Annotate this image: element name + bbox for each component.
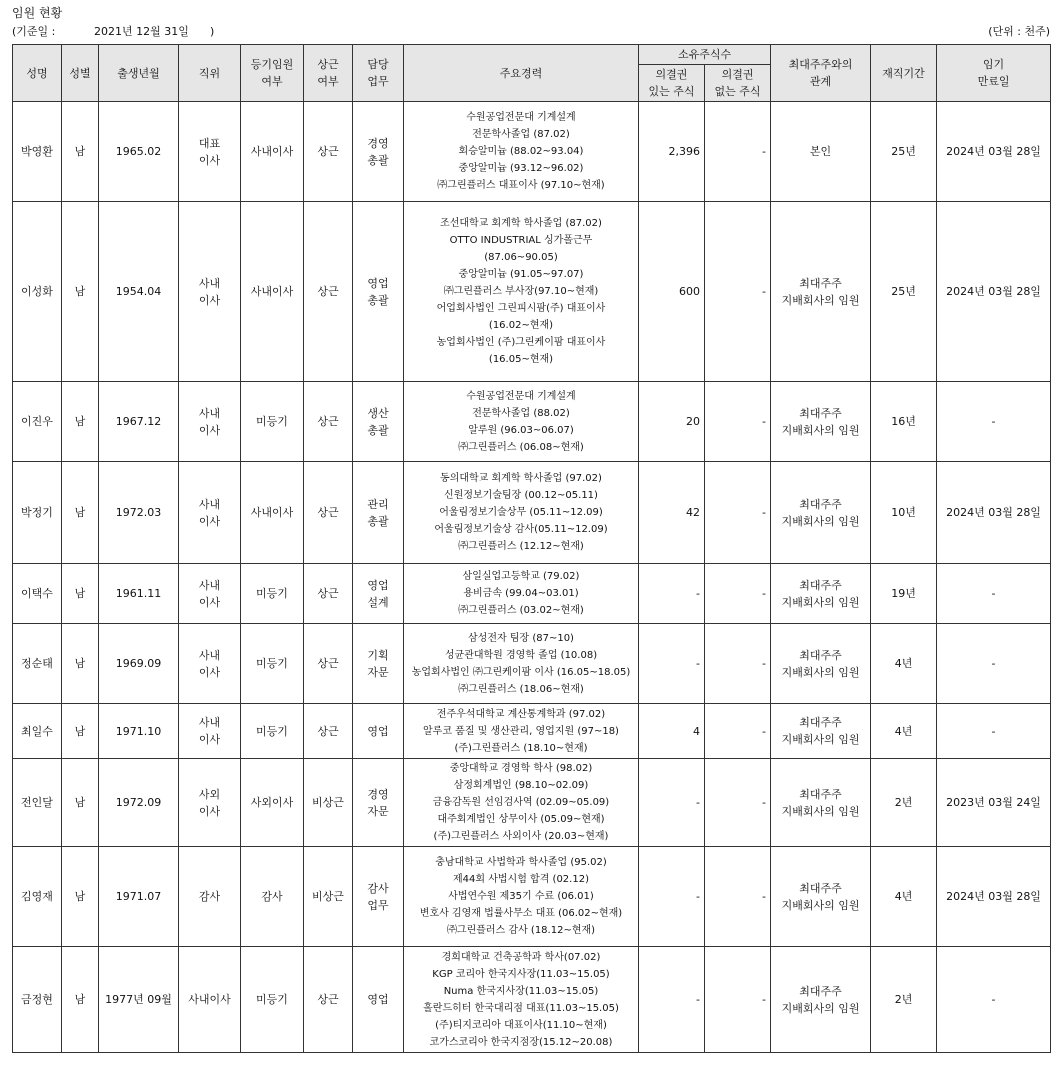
cell-career-line: 사법연수원 제35기 수료 (06.01)	[448, 891, 594, 902]
cell-position	[179, 759, 241, 847]
cell-duty-line: 자문	[367, 804, 389, 818]
cell-duty	[353, 202, 404, 382]
cell-career-line: 경희대학교 건축공학과 학사(07.02)	[441, 951, 601, 963]
table-row	[13, 462, 1051, 564]
cell-gender: 남	[62, 759, 99, 847]
cell-birth: 1971.07	[99, 847, 179, 947]
cell-birth: 1972.09	[99, 759, 179, 847]
cell-duty-line: 총괄	[367, 423, 389, 437]
cell-term-expiry: -	[937, 704, 1051, 759]
cell-relation	[771, 462, 871, 564]
cell-position-line: 이사	[198, 153, 221, 167]
cell-tenure: 25년	[871, 102, 937, 202]
cell-position	[179, 624, 241, 704]
cell-relation	[771, 947, 871, 1053]
cell-career-line: 전주우석대학교 계산통계학과 (97.02)	[436, 708, 606, 720]
cell-voting-shares: 20	[639, 382, 705, 462]
cell-duty	[353, 462, 404, 564]
cell-career	[404, 102, 639, 202]
cell-career-line: (16.05~현재)	[488, 354, 554, 365]
cell-position-line: 대표	[198, 136, 221, 150]
cell-career-line: 금융감독원 선임검사역 (02.09~05.09)	[432, 797, 610, 808]
unit-label: (단위 : 천주)	[988, 25, 1050, 38]
cell-term-expiry: 2024년 03월 28일	[937, 202, 1051, 382]
basis-close: )	[210, 25, 215, 38]
cell-position-line: 사내	[198, 497, 221, 511]
cell-career-line: Numa 한국지사장(11.03~15.05)	[443, 985, 599, 997]
cell-career-line: 삼정회계법인 (98.10~02.09)	[453, 780, 589, 791]
cell-name: 박정기	[13, 462, 62, 564]
table-row	[13, 847, 1051, 947]
cell-registered: 미등기	[241, 947, 304, 1053]
cell-registered: 감사	[241, 847, 304, 947]
cell-nonvoting-shares: -	[705, 704, 771, 759]
basis-label: (기준일 :	[12, 25, 56, 38]
cell-tenure: 2년	[871, 759, 937, 847]
table-row	[13, 202, 1051, 382]
cell-birth: 1961.11	[99, 564, 179, 624]
cell-career-line: 농업회사법인 (주)그린케이팜 대표이사	[436, 337, 606, 348]
cell-relation-line: 지배회사의 임원	[781, 423, 860, 437]
cell-career-line: (16.02~현재)	[488, 320, 554, 331]
cell-career-line: OTTO INDUSTRIAL 싱가폴근무	[449, 235, 593, 246]
cell-career-line: 삼성전자 팀장 (87~10)	[468, 632, 574, 644]
cell-nonvoting-shares: -	[705, 947, 771, 1053]
cell-gender: 남	[62, 704, 99, 759]
cell-career-line: ㈜그린플러스 (03.02~현재)	[458, 605, 584, 616]
cell-duty-line: 기획	[367, 648, 389, 662]
cell-term-expiry: -	[937, 624, 1051, 704]
cell-position	[179, 847, 241, 947]
cell-duty	[353, 564, 404, 624]
cell-duty-line: 영업	[367, 578, 389, 592]
header-duty: 담당 업무	[353, 45, 404, 102]
cell-fulltime: 상근	[304, 102, 353, 202]
cell-relation	[771, 564, 871, 624]
cell-position-line: 사내	[198, 406, 221, 420]
cell-term-expiry: -	[937, 382, 1051, 462]
cell-relation-line: 지배회사의 임원	[781, 595, 860, 609]
cell-relation-line: 지배회사의 임원	[781, 665, 860, 679]
cell-tenure: 4년	[871, 847, 937, 947]
cell-relation-line: 최대주주	[799, 984, 842, 998]
cell-voting-shares: -	[639, 564, 705, 624]
cell-career-line: 조선대학교 회계학 학사졸업 (87.02)	[440, 218, 602, 229]
cell-career-line: 성균관대학원 경영학 졸업 (10.08)	[444, 649, 598, 661]
cell-voting-shares: -	[639, 847, 705, 947]
cell-registered: 미등기	[241, 624, 304, 704]
cell-position-line: 사내	[198, 716, 221, 729]
cell-name: 최일수	[13, 704, 62, 759]
cell-duty-line: 영업	[367, 724, 389, 738]
cell-relation	[771, 847, 871, 947]
cell-career-line: 전문학사졸업 (87.02)	[472, 129, 570, 140]
cell-voting-shares: -	[639, 624, 705, 704]
cell-relation-line: 최대주주	[799, 406, 842, 420]
cell-duty	[353, 704, 404, 759]
cell-registered: 미등기	[241, 704, 304, 759]
cell-fulltime: 상근	[304, 382, 353, 462]
cell-nonvoting-shares: -	[705, 462, 771, 564]
table-row	[13, 624, 1051, 704]
cell-gender: 남	[62, 382, 99, 462]
cell-career	[404, 564, 639, 624]
cell-relation-line: 최대주주	[799, 787, 842, 801]
cell-relation-line: 최대주주	[799, 716, 842, 729]
cell-career-line: 코가스코리아 한국지점장(15.12~20.08)	[429, 1036, 613, 1048]
header-fulltime: 상근 여부	[304, 45, 353, 102]
cell-duty	[353, 759, 404, 847]
cell-career	[404, 202, 639, 382]
cell-relation-line: 지배회사의 임원	[781, 293, 860, 307]
cell-career-line: 전문학사졸업 (88.02)	[472, 407, 570, 419]
cell-relation-line: 지배회사의 임원	[781, 733, 860, 746]
cell-term-expiry: -	[937, 947, 1051, 1053]
cell-duty-line: 영업	[367, 993, 389, 1006]
cell-nonvoting-shares: -	[705, 759, 771, 847]
cell-duty-line: 설계	[367, 595, 389, 609]
cell-duty	[353, 947, 404, 1053]
cell-career-line: 동의대학교 회계학 학사졸업 (97.02)	[440, 473, 602, 484]
cell-duty-line: 총괄	[367, 293, 389, 307]
cell-career	[404, 847, 639, 947]
header-gender: 성별	[62, 45, 99, 102]
cell-name: 김영재	[13, 847, 62, 947]
table-row	[13, 947, 1051, 1053]
cell-nonvoting-shares: -	[705, 202, 771, 382]
cell-duty-line: 총괄	[367, 514, 389, 528]
cell-relation	[771, 759, 871, 847]
cell-duty-line: 자문	[367, 665, 389, 679]
cell-name: 이진우	[13, 382, 62, 462]
cell-career	[404, 759, 639, 847]
cell-career-line: ㈜그린플러스 대표이사 (97.10~현재)	[437, 180, 605, 191]
cell-fulltime: 상근	[304, 704, 353, 759]
cell-gender: 남	[62, 564, 99, 624]
cell-relation-line: 최대주주	[799, 497, 842, 511]
cell-birth: 1969.09	[99, 624, 179, 704]
cell-term-expiry: 2024년 03월 28일	[937, 847, 1051, 947]
cell-registered: 사내이사	[241, 462, 304, 564]
header-nonvoting: 의결권 없는 주식	[705, 65, 771, 102]
cell-birth: 1965.02	[99, 102, 179, 202]
cell-career	[404, 947, 639, 1053]
cell-voting-shares: -	[639, 947, 705, 1053]
cell-registered: 미등기	[241, 564, 304, 624]
cell-gender: 남	[62, 102, 99, 202]
cell-position	[179, 462, 241, 564]
cell-voting-shares: -	[639, 759, 705, 847]
cell-term-expiry: -	[937, 564, 1051, 624]
header-tenure: 재직기간	[871, 45, 937, 102]
cell-career-line: 수원공업전문대 기계설계	[466, 112, 576, 123]
cell-birth: 1971.10	[99, 704, 179, 759]
cell-tenure: 2년	[871, 947, 937, 1053]
cell-birth: 1972.03	[99, 462, 179, 564]
cell-position-line: 이사	[198, 423, 221, 437]
cell-duty-line: 경영	[367, 787, 389, 801]
cell-career-line: ㈜그린플러스 (18.06~현재)	[458, 683, 584, 695]
cell-birth: 1967.12	[99, 382, 179, 462]
header-career: 주요경력	[404, 45, 639, 102]
table-row	[13, 382, 1051, 462]
cell-career-line: 어울림정보기술상 감사(05.11~12.09)	[434, 524, 608, 535]
cell-duty-line: 경영	[367, 136, 389, 150]
basis-line	[12, 22, 1050, 44]
header-name: 성명	[13, 45, 62, 102]
cell-relation-line: 최대주주	[799, 648, 842, 662]
cell-tenure: 4년	[871, 624, 937, 704]
cell-duty-line: 업무	[367, 898, 389, 912]
cell-gender: 남	[62, 624, 99, 704]
executives-table	[12, 44, 1051, 1053]
cell-name: 정순태	[13, 624, 62, 704]
cell-voting-shares: 4	[639, 704, 705, 759]
cell-career	[404, 462, 639, 564]
header-shares: 소유주식수	[639, 45, 771, 65]
cell-career-line: 제44회 사법시험 합격 (02.12)	[453, 874, 589, 885]
cell-career-line: 어울림정보기술상무 (05.11~12.09)	[439, 507, 603, 518]
cell-nonvoting-shares: -	[705, 102, 771, 202]
cell-name: 이택수	[13, 564, 62, 624]
header-relation: 최대주주와의 관계	[771, 45, 871, 102]
cell-fulltime: 비상근	[304, 759, 353, 847]
cell-nonvoting-shares: -	[705, 382, 771, 462]
cell-fulltime: 상근	[304, 624, 353, 704]
page-title: 임원 현황	[12, 6, 63, 20]
table-row	[13, 704, 1051, 759]
cell-career-line: (주)그린플러스 (18.10~현재)	[454, 742, 588, 754]
cell-voting-shares: 42	[639, 462, 705, 564]
cell-career-line: 용비금속 (99.04~03.01)	[463, 588, 579, 599]
cell-name: 이성화	[13, 202, 62, 382]
cell-career-line: (87.06~90.05)	[484, 252, 558, 263]
cell-nonvoting-shares: -	[705, 624, 771, 704]
cell-position	[179, 704, 241, 759]
cell-position-line: 이사	[198, 665, 221, 679]
cell-career-line: 수원공업전문대 기계설계	[466, 390, 576, 402]
cell-name: 금정현	[13, 947, 62, 1053]
cell-tenure: 25년	[871, 202, 937, 382]
cell-duty-line: 생산	[367, 406, 389, 420]
table-row	[13, 102, 1051, 202]
cell-career-line: 홀란드히터 한국대리점 대표(11.03~15.05)	[423, 1002, 619, 1014]
cell-relation-line: 지배회사의 임원	[781, 898, 860, 912]
cell-career-line: 삼일실업고등학교 (79.02)	[462, 571, 580, 582]
cell-career-line: (주)티지코리아 대표이사(11.10~현재)	[435, 1019, 607, 1031]
cell-relation-line: 본인	[809, 145, 832, 158]
cell-nonvoting-shares: -	[705, 564, 771, 624]
cell-fulltime: 상근	[304, 947, 353, 1053]
cell-career-line: 중앙대학교 경영학 학사 (98.02)	[449, 763, 593, 774]
cell-position	[179, 382, 241, 462]
cell-position-line: 감사	[198, 890, 221, 903]
cell-career-line: 대주회계법인 상무이사 (05.09~현재)	[437, 814, 605, 825]
cell-duty	[353, 847, 404, 947]
cell-career-line: 회승알미늄 (88.02~93.04)	[458, 146, 584, 157]
cell-tenure: 16년	[871, 382, 937, 462]
cell-career-line: ㈜그린플러스 (12.12~현재)	[458, 541, 584, 552]
cell-duty-line: 감사	[367, 881, 389, 895]
cell-nonvoting-shares: -	[705, 847, 771, 947]
cell-gender: 남	[62, 847, 99, 947]
cell-position-line: 사외	[198, 787, 221, 801]
cell-position-line: 이사	[198, 595, 221, 609]
cell-name: 전인달	[13, 759, 62, 847]
cell-position	[179, 202, 241, 382]
cell-career-line: 신원정보기술팀장 (00.12~05.11)	[444, 490, 598, 501]
cell-position	[179, 947, 241, 1053]
cell-relation-line: 최대주주	[799, 881, 842, 895]
cell-tenure: 19년	[871, 564, 937, 624]
header-registered: 등기임원 여부	[241, 45, 304, 102]
basis-date: 2021년 12월 31일	[94, 25, 189, 38]
cell-career-line: 알루원 (96.03~06.07)	[468, 424, 574, 436]
cell-birth: 1977년 09월	[99, 947, 179, 1053]
cell-term-expiry: 2024년 03월 28일	[937, 462, 1051, 564]
cell-relation-line: 최대주주	[799, 276, 842, 290]
cell-career-line: ㈜그린플러스 감사 (18.12~현재)	[446, 925, 596, 936]
cell-career-line: 변호사 김영재 법률사무소 대표 (06.02~현재)	[419, 908, 623, 919]
cell-birth: 1954.04	[99, 202, 179, 382]
cell-relation-line: 지배회사의 임원	[781, 804, 860, 818]
cell-relation	[771, 102, 871, 202]
cell-tenure: 10년	[871, 462, 937, 564]
cell-term-expiry: 2024년 03월 28일	[937, 102, 1051, 202]
cell-relation-line: 최대주주	[799, 578, 842, 592]
cell-registered: 사내이사	[241, 102, 304, 202]
cell-registered: 미등기	[241, 382, 304, 462]
cell-registered: 사외이사	[241, 759, 304, 847]
cell-fulltime: 상근	[304, 202, 353, 382]
cell-career	[404, 624, 639, 704]
cell-position	[179, 102, 241, 202]
cell-duty-line: 영업	[367, 276, 389, 290]
table-row	[13, 759, 1051, 847]
cell-relation	[771, 382, 871, 462]
cell-career-line: 충남대학교 사법학과 학사졸업 (95.02)	[435, 857, 607, 868]
cell-duty	[353, 102, 404, 202]
cell-relation	[771, 624, 871, 704]
cell-registered: 사내이사	[241, 202, 304, 382]
cell-career	[404, 704, 639, 759]
cell-relation	[771, 704, 871, 759]
cell-term-expiry: 2023년 03월 24일	[937, 759, 1051, 847]
cell-duty	[353, 382, 404, 462]
cell-duty	[353, 624, 404, 704]
cell-relation	[771, 202, 871, 382]
cell-fulltime: 비상근	[304, 847, 353, 947]
cell-career-line: (주)그린플러스 사외이사 (20.03~현재)	[433, 831, 609, 842]
cell-tenure: 4년	[871, 704, 937, 759]
cell-relation-line: 지배회사의 임원	[781, 514, 860, 528]
cell-fulltime: 상근	[304, 462, 353, 564]
cell-career	[404, 382, 639, 462]
cell-fulltime: 상근	[304, 564, 353, 624]
header-voting: 의결권 있는 주식	[639, 65, 705, 102]
cell-career-line: 어업회사법인 그린피시팜(주) 대표이사	[436, 303, 606, 314]
cell-career-line: 중앙알미늄 (93.12~96.02)	[458, 163, 584, 174]
cell-gender: 남	[62, 462, 99, 564]
header-position: 직위	[179, 45, 241, 102]
cell-position-line: 사내	[198, 578, 221, 592]
cell-position-line: 이사	[198, 804, 221, 818]
cell-name: 박영환	[13, 102, 62, 202]
cell-position-line: 이사	[198, 733, 221, 746]
cell-duty-line: 관리	[367, 497, 389, 511]
header-term: 임기 만료일	[937, 45, 1051, 102]
basis-date-group	[12, 22, 214, 44]
header-birth: 출생년월	[99, 45, 179, 102]
cell-position-line: 이사	[198, 514, 221, 528]
cell-career-line: ㈜그린플러스 부사장(97.10~현재)	[443, 286, 599, 297]
cell-career-line: KGP 코리아 한국지사장(11.03~15.05)	[432, 968, 610, 980]
cell-duty-line: 총괄	[367, 153, 389, 167]
cell-position-line: 사내	[198, 648, 221, 662]
cell-career-line: 농업회사법인 ㈜그린케이팜 이사 (16.05~18.05)	[411, 666, 631, 678]
cell-career-line: 중앙알미늄 (91.05~97.07)	[458, 269, 584, 280]
cell-voting-shares: 2,396	[639, 102, 705, 202]
cell-gender: 남	[62, 947, 99, 1053]
cell-position-line: 사내이사	[188, 993, 231, 1006]
cell-gender: 남	[62, 202, 99, 382]
table-row	[13, 564, 1051, 624]
cell-career-line: ㈜그린플러스 (06.08~현재)	[458, 441, 584, 453]
cell-career-line: 알루코 품질 및 생산관리, 영업지원 (97~18)	[423, 725, 619, 737]
cell-voting-shares: 600	[639, 202, 705, 382]
cell-relation-line: 지배회사의 임원	[781, 1001, 860, 1015]
cell-position	[179, 564, 241, 624]
cell-position-line: 이사	[198, 293, 221, 307]
cell-position-line: 사내	[198, 276, 221, 290]
executives-table-body	[13, 102, 1051, 1053]
